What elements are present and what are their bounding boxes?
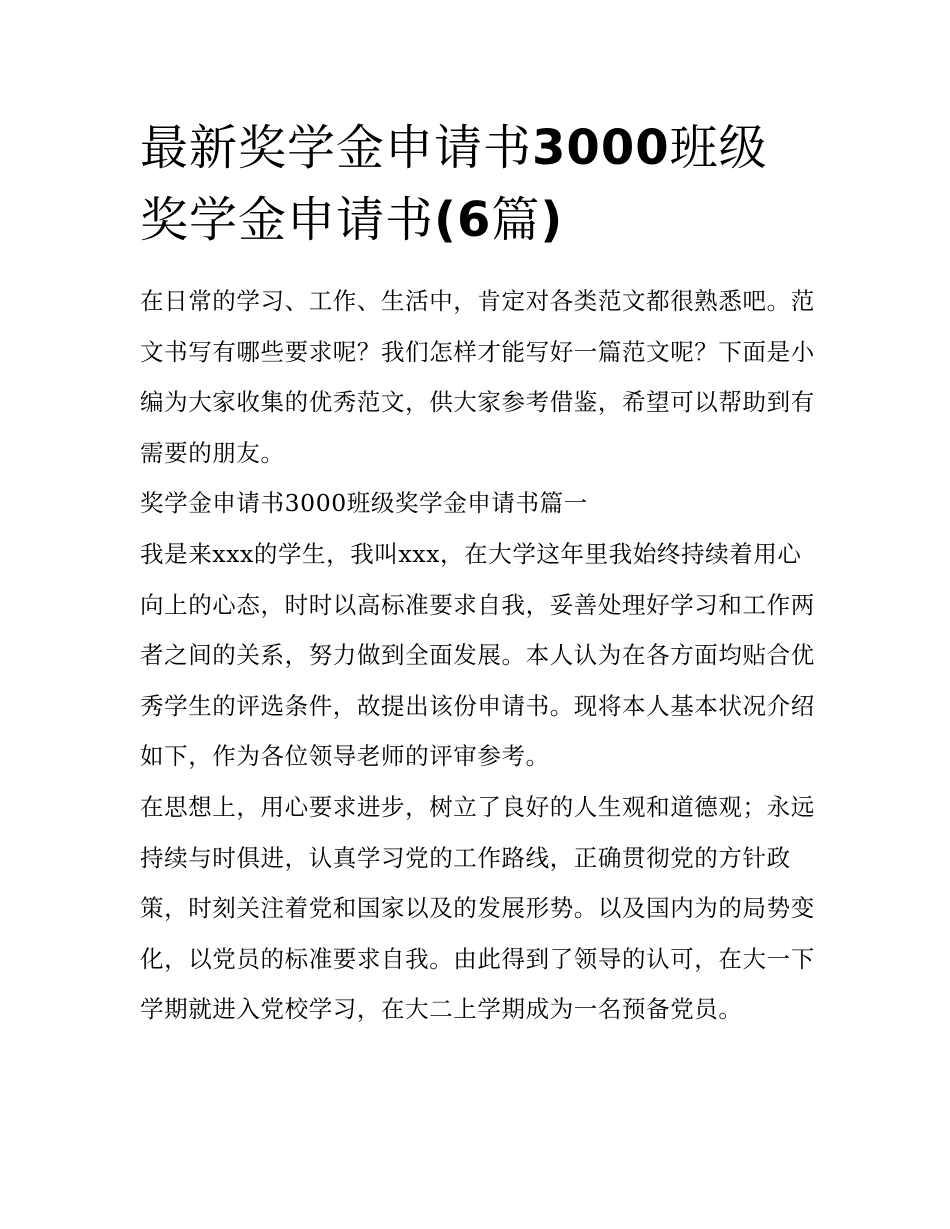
intro-paragraph: 在日常的学习、工作、生活中，肯定对各类范文都很熟悉吧。范文书写有哪些要求呢？我们怎样才能写好一篇范文呢？下面是小编为大家收集的优秀范文，供大家参考借鉴，希望可以帮助到有需要的朋友。 <box>140 287 815 467</box>
title-line2-number: (6 <box>434 192 492 248</box>
document-body <box>140 276 820 1035</box>
title-line1-text: 最新奖学金申请书 <box>140 120 533 176</box>
title-line1-suffix: 班级 <box>669 120 768 176</box>
title-line2-suffix: 篇 <box>491 192 541 248</box>
title-line2-text: 奖学金申请书 <box>140 192 435 248</box>
section-heading: 奖学金申请书3000班级奖学金申请书篇一 <box>140 489 588 518</box>
body-paragraph: 我是来xxx的学生，我叫xxx，在大学这年里我始终持续着用心向上的心态，时时以高标准要求自我，妥善处理好学习和工作两者之间的关系，努力做到全面发展。本人认为在各方面均贴合优秀学生的评选条件，故提出该份申请书。现将本人基本状况介绍如下，作为各位领导老师的评审参考。 <box>140 539 815 771</box>
document-title <box>140 112 820 256</box>
title-line1-number: 3000 <box>532 120 670 176</box>
title-line2-paren: ) <box>540 192 564 248</box>
body-paragraph: 在思想上，用心要求进步，树立了良好的人生观和道德观；永远持续与时俱进，认真学习党的工作路线，正确贯彻党的方针政策，时刻关注着党和国家以及的发展形势。以及国内为的局势变化，以党员的标准要求自我。由此得到了领导的认可，在大一下学期就进入党校学习，在大二上学期成为一名预备党员。 <box>140 792 815 1024</box>
